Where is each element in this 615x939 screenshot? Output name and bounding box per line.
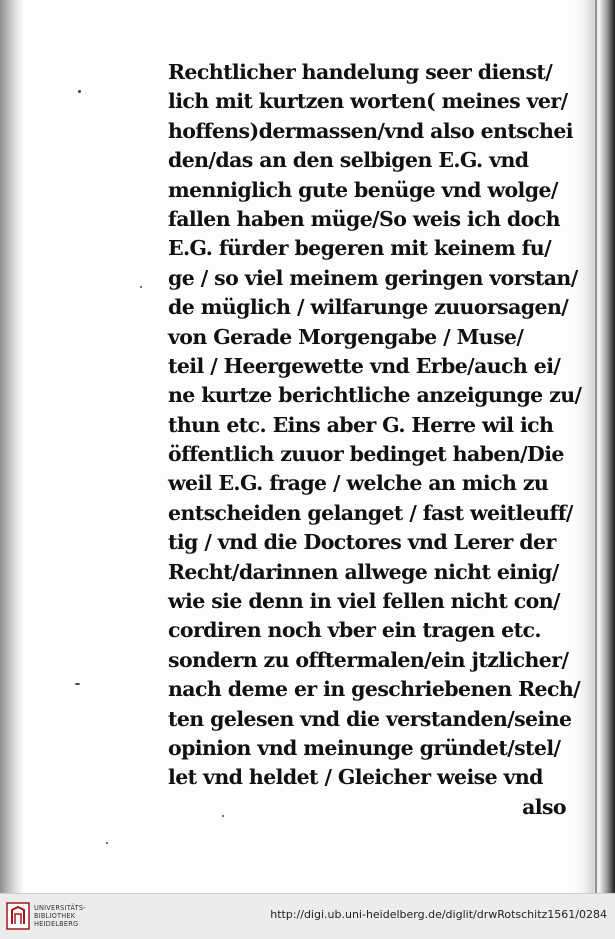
text-line: teil / Heergewette vnd Erbe/auch ei/	[168, 353, 561, 378]
text-line: lich mit kurtzen worten( meines ver/	[168, 89, 568, 114]
catchword: also	[522, 794, 566, 819]
text-line: E.G. fürder begeren mit keinem fu/	[168, 236, 551, 261]
text-line: nach deme er in geschriebenen Rech/	[168, 677, 581, 702]
scan-speck	[222, 815, 224, 817]
scan-speck	[140, 286, 142, 288]
library-name-line: UNIVERSITÄTS-	[34, 904, 86, 912]
text-line: tig / vnd die Doctores vnd Lerer der	[168, 530, 556, 555]
viewer-footer	[0, 893, 615, 939]
library-name	[34, 904, 86, 928]
text-line: Rechtlicher handelung seer dienst/	[168, 60, 553, 84]
text-line: ne kurtze berichtliche anzeigunge zu/	[168, 383, 582, 408]
text-line: thun etc. Eins aber G. Herre wil ich	[168, 412, 554, 437]
text-line: menniglich gute benüge vnd wolge/	[168, 177, 558, 202]
text-line: den/das an den selbigen E.G. vnd	[168, 148, 529, 173]
text-line: weil E.G. frage / welche an mich zu	[168, 471, 549, 496]
text-line: de müglich / wilfarunge zuuorsagen/	[168, 295, 569, 320]
text-line: fallen haben müge/So weis ich doch	[168, 206, 560, 231]
text-line: sondern zu offtermalen/ein jtzlicher/	[168, 647, 569, 672]
text-line: ten gelesen vnd die verstanden/seine	[168, 706, 572, 731]
text-line: opinion vnd meinunge gründet/stel/	[168, 735, 561, 760]
page-left-edge-shadow	[0, 0, 24, 893]
page-fold-line	[595, 0, 597, 893]
text-line: hoffens)dermassen/vnd also entschei	[168, 118, 573, 143]
body-text	[168, 58, 588, 822]
text-line: let vnd heldet / Gleicher weise vnd	[168, 765, 543, 790]
text-line: ge / so viel meinem geringen vorstan/	[168, 265, 578, 290]
text-line: Recht/darinnen allwege nicht einig/	[168, 559, 559, 584]
text-line: wie sie denn in viel fellen nicht con/	[168, 589, 560, 614]
library-name-line: HEIDELBERG	[34, 920, 79, 928]
scan-speck	[75, 683, 80, 685]
text-line: cordiren noch vber ein tragen etc.	[168, 618, 541, 643]
permalink-url[interactable]: http://digi.ub.uni-heidelberg.de/diglit/drwRotschitz1561/0284	[270, 908, 607, 921]
text-line: öffentlich zuuor bedinget haben/Die	[168, 442, 564, 467]
university-library-logo-icon	[6, 902, 30, 930]
scan-speck	[106, 842, 108, 844]
library-name-line: BIBLIOTHEK	[34, 912, 76, 920]
text-line: von Gerade Morgengabe / Muse/	[168, 324, 524, 349]
text-line: entscheiden gelanget / fast weitleuff/	[168, 500, 573, 525]
scan-speck	[78, 90, 81, 93]
